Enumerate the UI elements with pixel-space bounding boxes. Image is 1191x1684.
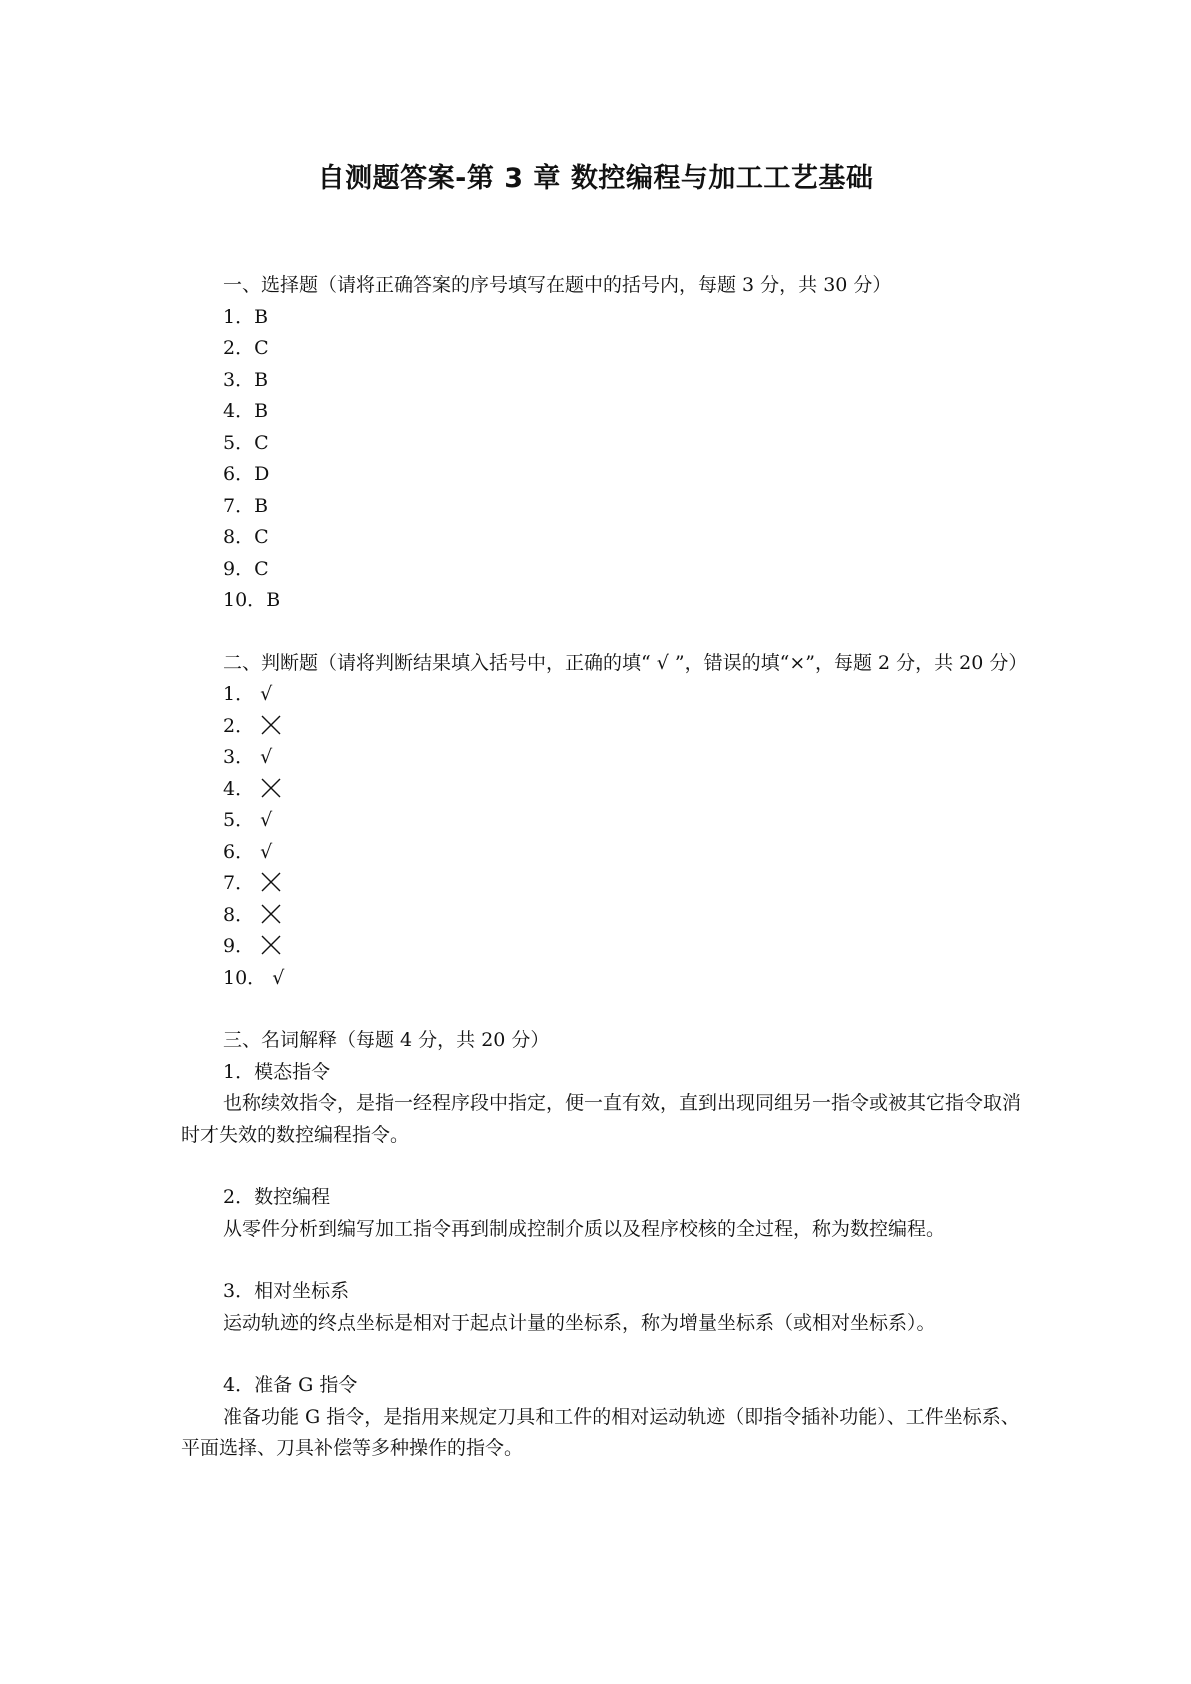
check-icon: √: [260, 840, 273, 863]
item-number: 6．: [223, 463, 255, 485]
item-number: 7．: [223, 872, 255, 894]
choice-answer-item: [181, 396, 1021, 428]
item-number: 9．: [223, 557, 255, 580]
choice-answer-item: [181, 554, 1021, 586]
item-number: 4．: [223, 777, 255, 800]
choice-answer: C: [254, 431, 269, 454]
item-number: 8．: [223, 903, 255, 926]
section-spacer: [181, 994, 1021, 1025]
choice-answer-item: [181, 585, 1021, 617]
judgment-answer-item: [181, 711, 1021, 743]
choice-answer-item: [181, 302, 1021, 334]
check-icon: √: [260, 809, 273, 831]
cross-icon: [260, 871, 282, 893]
choice-answer: B: [254, 494, 269, 517]
item-number: 1．: [223, 683, 255, 705]
choice-answer: B: [254, 400, 269, 422]
item-number: 6．: [223, 840, 255, 863]
choice-answer: B: [266, 589, 281, 611]
judgment-answer-item: [181, 742, 1021, 774]
cross-icon: [260, 934, 282, 956]
term-title: 2．数控编程: [223, 1186, 331, 1208]
item-number: 3．: [223, 746, 255, 768]
choice-answer: B: [254, 305, 269, 328]
choice-answer-item: [181, 491, 1021, 523]
choice-answer-item: [181, 428, 1021, 460]
judgment-answer-item: [181, 931, 1021, 963]
judgment-answer-item: [181, 868, 1021, 900]
choice-answer-item: [181, 333, 1021, 365]
item-number: 4．: [223, 400, 255, 422]
judgment-answer-item: [181, 805, 1021, 837]
judgment-answer-item: [181, 837, 1021, 869]
choice-answer: C: [254, 526, 269, 548]
document-body: [181, 270, 1028, 1465]
cross-icon: [260, 714, 282, 736]
item-number: 2．: [223, 337, 255, 359]
item-number: 2．: [223, 714, 255, 737]
choice-answer: B: [254, 368, 269, 391]
term-title: 3．相对坐标系: [223, 1280, 350, 1302]
check-icon: √: [260, 683, 273, 705]
paragraph-spacer: [181, 1245, 1021, 1276]
section2-heading: 二、判断题（请将判断结果填入括号中，正确的填“ √ ”，错误的填“×”，每题 2 分，共 20 分）: [223, 651, 1028, 674]
term-title: 1．模态指令: [223, 1060, 331, 1083]
item-number: 5．: [223, 809, 255, 831]
item-number: 3．: [223, 368, 255, 391]
judgment-answer-item: [181, 774, 1021, 806]
paragraph-spacer: [181, 1339, 1021, 1370]
judgment-answer-item: [181, 963, 1021, 995]
term-definition: 运动轨迹的终点坐标是相对于起点计量的坐标系，称为增量坐标系（或相对坐标系）。: [223, 1311, 936, 1334]
item-number: 10．: [223, 589, 267, 611]
term-definition: 也称续效指令，是指一经程序段中指定，便一直有效，直到出现同组另一指令或被其它指令取消时才失效的数控编程指令。: [181, 1092, 1022, 1146]
term-title: 4．准备 G 指令: [223, 1374, 358, 1396]
cross-icon: [260, 777, 282, 799]
item-number: 1．: [223, 305, 255, 328]
section3-heading: 三、名词解释（每题 4 分，共 20 分）: [223, 1029, 550, 1051]
choice-answer-item: [181, 365, 1021, 397]
check-icon: √: [260, 746, 273, 768]
choice-answer: D: [254, 463, 270, 485]
choice-answer-item: [181, 522, 1021, 554]
section-spacer: [181, 617, 1021, 648]
judgment-answer-item: [181, 900, 1021, 932]
paragraph-spacer: [181, 1151, 1021, 1182]
document-title: 自测题答案-第 3 章 数控编程与加工工艺基础: [317, 163, 874, 194]
item-number: 9．: [223, 935, 255, 957]
choice-answer: C: [254, 557, 269, 580]
item-number: 7．: [223, 494, 255, 517]
section2-answers: [181, 679, 1021, 994]
item-number: 5．: [223, 431, 255, 454]
choice-answer-item: [181, 459, 1021, 491]
check-icon: √: [272, 966, 285, 989]
choice-answer: C: [254, 337, 269, 359]
cross-icon: [260, 903, 282, 925]
item-number: 8．: [223, 526, 255, 548]
judgment-answer-item: [181, 679, 1021, 711]
section1-heading: 一、选择题（请将正确答案的序号填写在题中的括号内，每题 3 分，共 30 分）: [223, 274, 892, 296]
term-definition: 从零件分析到编写加工指令再到制成控制介质以及程序校核的全过程，称为数控编程。: [223, 1217, 946, 1240]
term-definition: 准备功能 G 指令，是指用来规定刀具和工件的相对运动轨迹（即指令插补功能）、工件坐标系、平面选择、刀具补偿等多种操作的指令。: [181, 1405, 1020, 1459]
section1-answers: [181, 302, 1021, 617]
item-number: 10．: [223, 966, 267, 989]
